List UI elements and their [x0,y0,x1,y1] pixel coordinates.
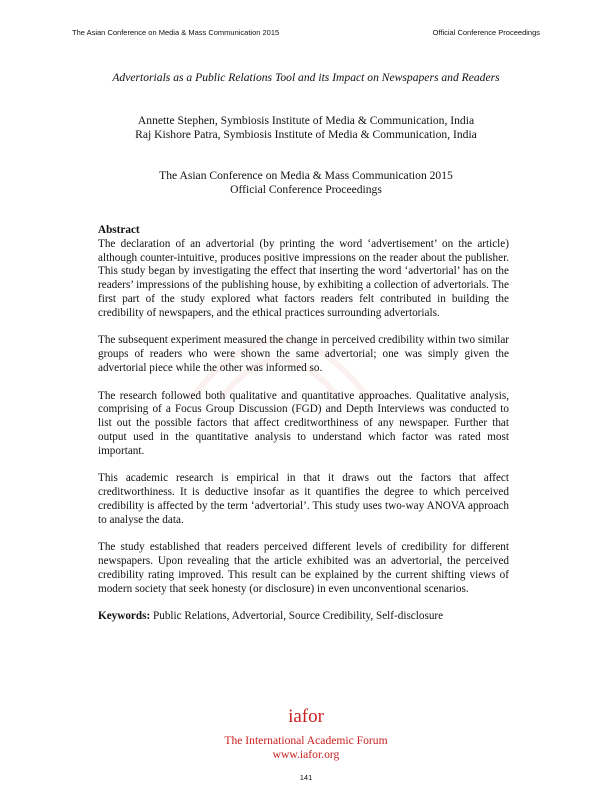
conference-name: The Asian Conference on Media & Mass Communication 2015 [159,169,453,182]
author-list [60,114,552,142]
footer-url-link[interactable]: www.iafor.org [272,748,340,761]
iafor-logo: iafor [288,706,324,727]
paper-title: Advertorials as a Public Relations Tool and its Impact on Newspapers and Readers [112,71,500,84]
keywords [98,610,509,624]
conference-proceedings: Official Conference Proceedings [230,183,382,196]
abstract-section [98,224,509,638]
author-2: Raj Kishore Patra, Symbiosis Institute of Media & Communication, India [135,128,477,141]
keywords-label: Keywords: [98,610,151,623]
keywords-text: Public Relations, Advertorial, Source Credibility, Self-disclosure [153,610,444,623]
abstract-paragraph: The study established that readers perceived different levels of credibility for different newspapers. Upon revealing that the article exhibited was an advertorial, the perceived credibility rating improved. This result can be explained by the current shifting views of modern society that seek honesty (or disclosure) in even unconventional scenarios. [98,541,509,595]
abstract-paragraph: The declaration of an advertorial (by printing the word ‘advertisement’ on the article) although counter-intuitive, produces positive impressions on the reader about the publisher. This study began by investigating the effect that inserting the word ‘advertorial’ has on the readers’ impressions of the publishing house, by exhibiting a collection of advertorials. The first part of the study explored what factors readers felt contributed in building the credibility of newspapers, and the ethical practices surrounding advertorials. [98,237,509,319]
abstract-heading: Abstract [98,224,140,236]
author-1: Annette Stephen, Symbiosis Institute of Media & Communication, India [137,114,475,127]
header-conference-name: The Asian Conference on Media & Mass Communication 2015 [72,28,280,37]
abstract-paragraph: This academic research is empirical in that it draws out the factors that affect creditworthiness. It is deductive insofar as it quantifies the degree to which perceived credibility is affected by the term ‘advertorial’. This study uses two-way ANOVA approach to analyse the data. [98,472,509,526]
footer-org-name: The International Academic Forum [224,734,388,747]
abstract-paragraph: The research followed both qualitative and quantitative approaches. Qualitative analysis, comprising of a Focus Group Discussion (FGD) and Depth Interviews was conducted to list out the possible factors that affect creditworthiness of any newspaper. Further that output used in the quantitative analysis to understand which factor was rated most important. [98,389,509,457]
conference-block [60,169,552,197]
abstract-paragraph: The subsequent experiment measured the change in perceived credibility within two similar groups of readers who were shown the same advertorial; one was simply given the advertorial piece while the other was informed so. [98,334,510,374]
page-number: 141 [299,773,313,782]
header-proceedings-label: Official Conference Proceedings [432,28,540,37]
